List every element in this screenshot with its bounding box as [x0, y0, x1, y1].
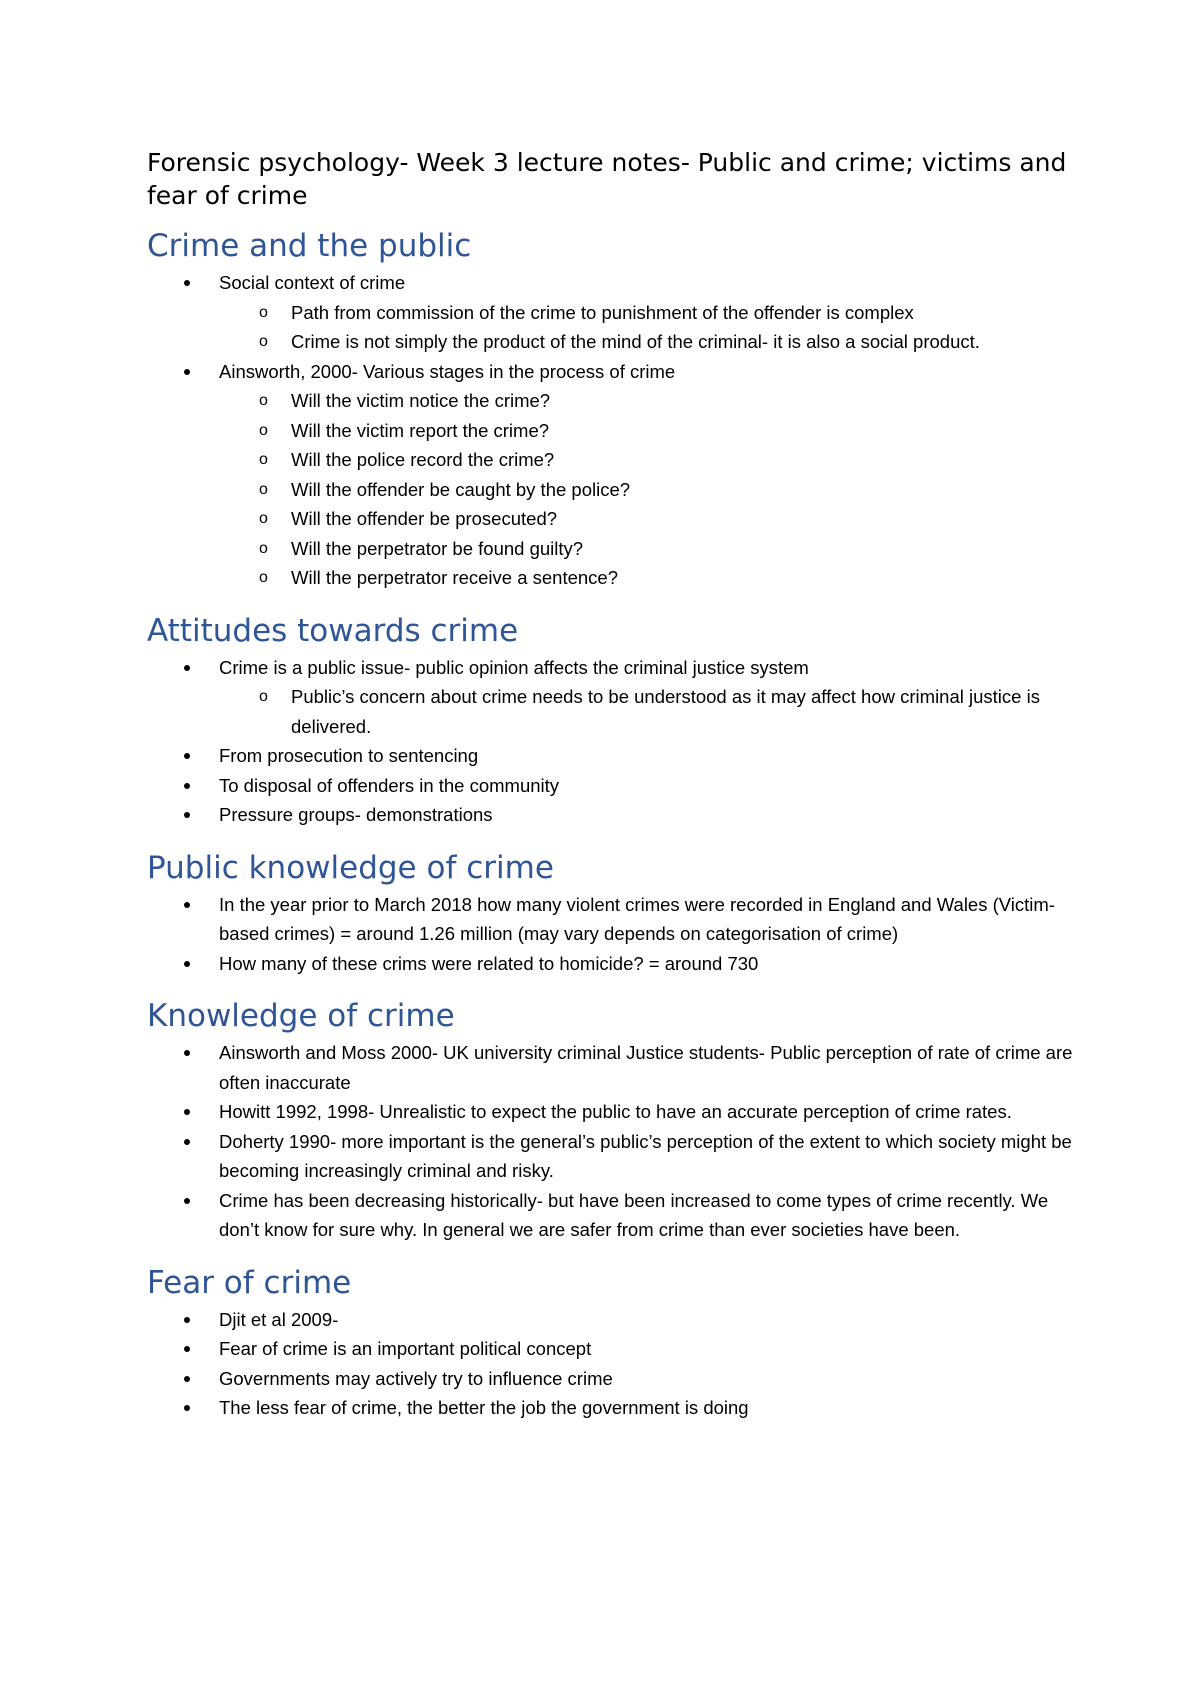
section-heading: Attitudes towards crime — [147, 612, 519, 649]
sub-list-item-text: Will the police record the crime? — [291, 449, 555, 470]
document-body — [147, 146, 1077, 1423]
list-item — [147, 1334, 1077, 1364]
bullet-icon — [184, 1317, 190, 1323]
sub-list-item-text: Crime is not simply the product of the mind of the criminal- it is also a social product. — [291, 331, 980, 352]
list-item-text: From prosecution to sentencing — [219, 745, 479, 766]
list-item-text: Ainsworth and Moss 2000- UK university criminal Justice students- Public perception of rate of crime are often inaccurate — [219, 1042, 1073, 1093]
list-item — [147, 771, 1077, 801]
list-item — [147, 1127, 1077, 1186]
sub-list — [259, 386, 1077, 593]
list-item-text: Howitt 1992, 1998- Unrealistic to expect the public to have an accurate perception of crime rates. — [219, 1101, 1012, 1122]
sub-list-item-text: Path from commission of the crime to punishment of the offender is complex — [291, 301, 914, 323]
circle-bullet-icon: o — [259, 421, 268, 439]
sub-list-item-text: Will the offender be prosecuted? — [291, 508, 558, 529]
circle-bullet-icon: o — [259, 392, 268, 409]
document-title: Forensic psychology- Week 3 lecture notes- Public and crime; victims and fear of crime — [147, 148, 1067, 210]
list-item — [147, 890, 1077, 949]
sub-list-item-text: Will the victim notice the crime? — [291, 390, 551, 411]
list-item — [147, 357, 1077, 593]
list-item-text: Crime has been decreasing historically- but have been increased to come types of crime recently. We don’t know for sure why. In general we are safer from crime than ever societies have been. — [219, 1189, 1049, 1240]
circle-bullet-icon: o — [259, 510, 268, 527]
list-item-text: Doherty 1990- more important is the general’s public’s perception of the extent to which society might be becoming increasingly criminal and risky. — [219, 1130, 1072, 1181]
bullet-list — [147, 653, 1077, 830]
sub-list — [259, 682, 1077, 741]
section-heading: Crime and the public — [147, 228, 472, 264]
list-item — [147, 949, 1077, 979]
list-item-text: Fear of crime is an important political concept — [219, 1338, 592, 1359]
bullet-list — [147, 1038, 1077, 1245]
circle-bullet-icon: o — [259, 451, 268, 468]
bullet-list — [147, 890, 1077, 979]
list-item-text: The less fear of crime, the better the job the government is doing — [219, 1397, 749, 1418]
sub-list-item — [259, 504, 1077, 534]
bullet-icon — [184, 1050, 190, 1056]
sub-list-item — [259, 563, 1077, 593]
bullet-icon — [184, 369, 190, 375]
section-heading: Knowledge of crime — [147, 998, 455, 1034]
sub-list-item — [259, 445, 1077, 475]
section-heading: Fear of crime — [147, 1264, 352, 1301]
list-item — [147, 800, 1077, 830]
bullet-icon — [184, 783, 190, 789]
section-heading: Public knowledge of crime — [147, 849, 554, 886]
circle-bullet-icon: o — [259, 688, 268, 705]
bullet-icon — [184, 753, 190, 759]
circle-bullet-icon: o — [259, 569, 268, 586]
sub-list-item-text: Will the perpetrator receive a sentence? — [291, 567, 619, 588]
sub-list-item — [259, 475, 1077, 505]
circle-bullet-icon: o — [259, 303, 268, 321]
sub-list-item-text: Public’s concern about crime needs to be understood as it may affect how criminal justice is delivered. — [291, 686, 1040, 737]
sections-container — [147, 226, 1077, 1423]
bullet-icon — [184, 1139, 190, 1145]
circle-bullet-icon: o — [259, 333, 268, 350]
sub-list-item-text: Will the offender be caught by the police? — [291, 478, 631, 500]
circle-bullet-icon: o — [259, 480, 268, 498]
bullet-list — [147, 1305, 1077, 1423]
sub-list-item — [259, 386, 1077, 416]
sub-list-item-text: Will the perpetrator be found guilty? — [291, 537, 584, 559]
list-item — [147, 1186, 1077, 1245]
list-item — [147, 268, 1077, 357]
bullet-icon — [184, 1109, 190, 1115]
list-item — [147, 741, 1077, 771]
list-item-text: Pressure groups- demonstrations — [219, 804, 493, 825]
bullet-icon — [184, 665, 190, 671]
sub-list — [259, 298, 1077, 357]
bullet-icon — [184, 1405, 190, 1411]
list-item — [147, 653, 1077, 742]
list-item-text: How many of these crims were related to homicide? = around 730 — [219, 952, 759, 974]
list-item — [147, 1364, 1077, 1394]
bullet-icon — [184, 902, 190, 908]
list-item — [147, 1097, 1077, 1127]
sub-list-item-text: Will the victim report the crime? — [291, 419, 550, 441]
list-item-text: Crime is a public issue- public opinion affects the criminal justice system — [219, 656, 809, 678]
bullet-icon — [184, 812, 190, 818]
bullet-icon — [184, 1376, 190, 1382]
list-item — [147, 1305, 1077, 1335]
list-item-text: Ainsworth, 2000- Various stages in the process of crime — [219, 360, 676, 382]
sub-list-item — [259, 298, 1077, 328]
list-item-text: To disposal of offenders in the community — [219, 774, 560, 796]
bullet-icon — [184, 961, 190, 967]
list-item-text: Djit et al 2009- — [219, 1308, 339, 1330]
list-item-text: Governments may actively try to influence crime — [219, 1367, 613, 1389]
list-item-text: Social context of crime — [219, 272, 406, 293]
bullet-icon — [184, 1198, 190, 1204]
bullet-icon — [184, 280, 190, 286]
sub-list-item — [259, 416, 1077, 446]
sub-list-item — [259, 327, 1077, 357]
sub-list-item — [259, 534, 1077, 564]
circle-bullet-icon: o — [259, 539, 268, 557]
sub-list-item — [259, 682, 1077, 741]
bullet-list — [147, 268, 1077, 593]
list-item-text: In the year prior to March 2018 how many violent crimes were recorded in England and Wales (Victim-based crimes) = around 1.26 million (may vary depends on categorisation of crime) — [219, 893, 1055, 944]
list-item — [147, 1393, 1077, 1423]
bullet-icon — [184, 1346, 190, 1352]
list-item — [147, 1038, 1077, 1097]
